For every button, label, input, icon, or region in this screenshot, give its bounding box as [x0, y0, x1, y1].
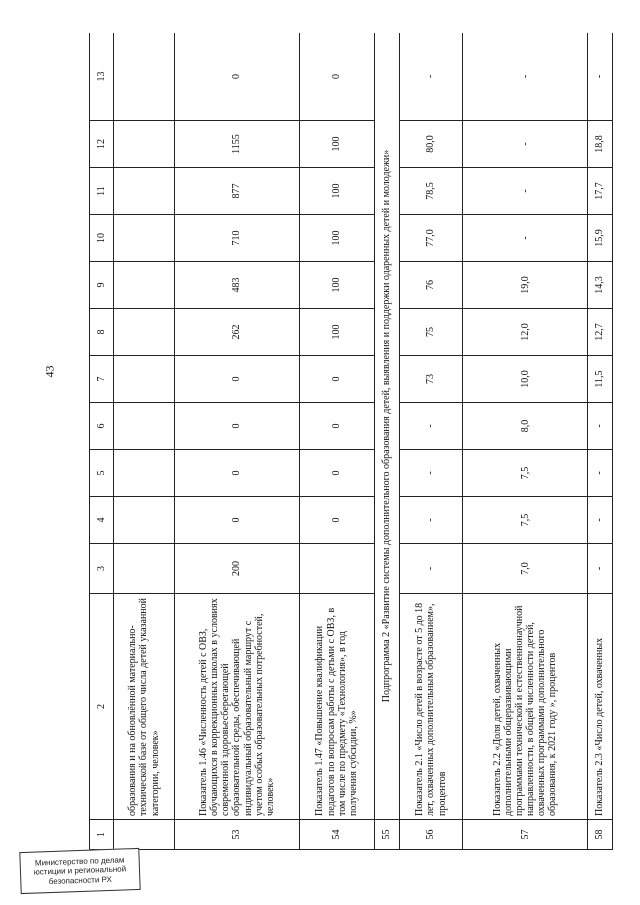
value-cell: 80,0 — [399, 121, 463, 168]
value-cell — [113, 403, 174, 450]
value-cell: 483 — [175, 262, 300, 309]
rotated-table-container — [89, 33, 613, 850]
indicator-text: образования и на обновлённой материально-технической базе от общего числа детей указанной категории, человек» — [113, 594, 174, 820]
value-cell: - — [399, 403, 463, 450]
value-cell: 18,8 — [587, 121, 612, 168]
value-cell — [299, 544, 374, 594]
table-row — [299, 33, 374, 850]
indicator-text: Показатель 1.47 «Повышение квалификации педагогов по вопросам работы с детьми с ОВЗ, в том числе по предмету «Технология», в год получения субсидии, %» — [299, 594, 374, 820]
value-cell — [113, 33, 174, 121]
header-cell: 6 — [90, 403, 114, 450]
value-cell: - — [399, 544, 463, 594]
table-row — [113, 33, 174, 850]
value-cell: - — [399, 450, 463, 497]
table-row — [399, 33, 463, 850]
header-cell: 2 — [90, 594, 114, 820]
indicator-text: Показатель 2.3 «Число детей, охваченных — [587, 594, 612, 820]
value-cell: 0 — [299, 497, 374, 544]
value-cell: - — [587, 33, 612, 121]
row-number: 58 — [587, 820, 612, 850]
value-cell: 0 — [175, 403, 300, 450]
indicator-text: Показатель 1.46 «Численность детей с ОВЗ, обучающихся в коррекционных школах в условиях современной здоровьесберегающей образовательной среды, обеспечивающей индивидуальный образовательный маршрут с учетом особых образовательных потребностей, человек» — [175, 594, 300, 820]
value-cell: 12,7 — [587, 309, 612, 356]
value-cell: 710 — [175, 215, 300, 262]
row-number: 54 — [299, 820, 374, 850]
value-cell: 877 — [175, 168, 300, 215]
value-cell: 0 — [175, 356, 300, 403]
value-cell: 7,5 — [463, 497, 588, 544]
value-cell: 17,7 — [587, 168, 612, 215]
value-cell: 73 — [399, 356, 463, 403]
value-cell — [113, 215, 174, 262]
value-cell: 0 — [299, 403, 374, 450]
value-cell — [113, 121, 174, 168]
value-cell: 200 — [175, 544, 300, 594]
value-cell: 77,0 — [399, 215, 463, 262]
header-cell: 12 — [90, 121, 114, 168]
value-cell: 100 — [299, 168, 374, 215]
row-number: 53 — [175, 820, 300, 850]
stamp-line: Министерство по делам — [34, 855, 125, 868]
value-cell: 100 — [299, 309, 374, 356]
value-cell: 14,3 — [587, 262, 612, 309]
table-row — [463, 33, 588, 850]
value-cell: 12,0 — [463, 309, 588, 356]
value-cell: 75 — [399, 309, 463, 356]
value-cell — [113, 262, 174, 309]
value-cell: - — [587, 544, 612, 594]
value-cell: 0 — [299, 450, 374, 497]
value-cell: - — [463, 121, 588, 168]
subprogram-row — [374, 33, 399, 850]
stamp-line: безопасности РХ — [48, 874, 113, 886]
row-number: 56 — [399, 820, 463, 850]
value-cell: 0 — [299, 356, 374, 403]
indicators-table — [89, 33, 613, 850]
value-cell: 76 — [399, 262, 463, 309]
value-cell: - — [399, 497, 463, 544]
value-cell: - — [463, 33, 588, 121]
value-cell: 0 — [175, 33, 300, 121]
rotated-table-area — [89, 33, 613, 850]
value-cell — [113, 356, 174, 403]
table-row — [587, 33, 612, 850]
header-cell: 4 — [90, 497, 114, 544]
value-cell: 19,0 — [463, 262, 588, 309]
header-cell: 10 — [90, 215, 114, 262]
value-cell: 7,0 — [463, 544, 588, 594]
indicator-text: Показатель 2.1 «Число детей в возрасте от 5 до 18 лет, охваченных дополнительным образованием», процентов — [399, 594, 463, 820]
value-cell: 10,0 — [463, 356, 588, 403]
header-cell: 13 — [90, 33, 114, 121]
value-cell: - — [463, 215, 588, 262]
value-cell: - — [463, 168, 588, 215]
header-cell: 5 — [90, 450, 114, 497]
header-cell: 8 — [90, 309, 114, 356]
value-cell: 0 — [175, 497, 300, 544]
value-cell — [113, 309, 174, 356]
value-cell: 8,0 — [463, 403, 588, 450]
header-cell: 9 — [90, 262, 114, 309]
value-cell — [113, 497, 174, 544]
stamp-line: юстиции и региональной — [33, 864, 127, 878]
value-cell: 100 — [299, 262, 374, 309]
table-header-row — [90, 33, 114, 850]
value-cell: 0 — [299, 33, 374, 121]
value-cell: 78,5 — [399, 168, 463, 215]
value-cell — [113, 168, 174, 215]
value-cell: - — [587, 403, 612, 450]
header-cell: 3 — [90, 544, 114, 594]
value-cell: 0 — [175, 450, 300, 497]
ministry-stamp — [19, 848, 140, 894]
header-cell: 7 — [90, 356, 114, 403]
page-number: 43 — [42, 365, 57, 378]
value-cell: 15,9 — [587, 215, 612, 262]
row-number — [113, 820, 174, 850]
value-cell: 100 — [299, 215, 374, 262]
value-cell: 1155 — [175, 121, 300, 168]
value-cell: 100 — [299, 121, 374, 168]
header-cell: 1 — [90, 820, 114, 850]
value-cell — [113, 450, 174, 497]
row-number: 55 — [374, 820, 399, 850]
value-cell: 7,5 — [463, 450, 588, 497]
indicator-text: Показатель 2.2 «Доля детей, охваченных дополнительными общеразвивающими программами технической и естественнонаучной направленности, в общей численности детей, охваченных программами дополнительного образования, к 2021 году », процентов — [463, 594, 588, 820]
header-cell: 11 — [90, 168, 114, 215]
table-row — [175, 33, 300, 850]
value-cell: - — [399, 33, 463, 121]
value-cell: - — [587, 497, 612, 544]
value-cell: 11,5 — [587, 356, 612, 403]
value-cell: 262 — [175, 309, 300, 356]
value-cell — [113, 544, 174, 594]
subprogram-title: Подпрограмма 2 «Развитие системы дополнительного образования детей, выявления и поддержки одаренных детей и молодежи» — [374, 33, 399, 820]
row-number: 57 — [463, 820, 588, 850]
value-cell: - — [587, 450, 612, 497]
